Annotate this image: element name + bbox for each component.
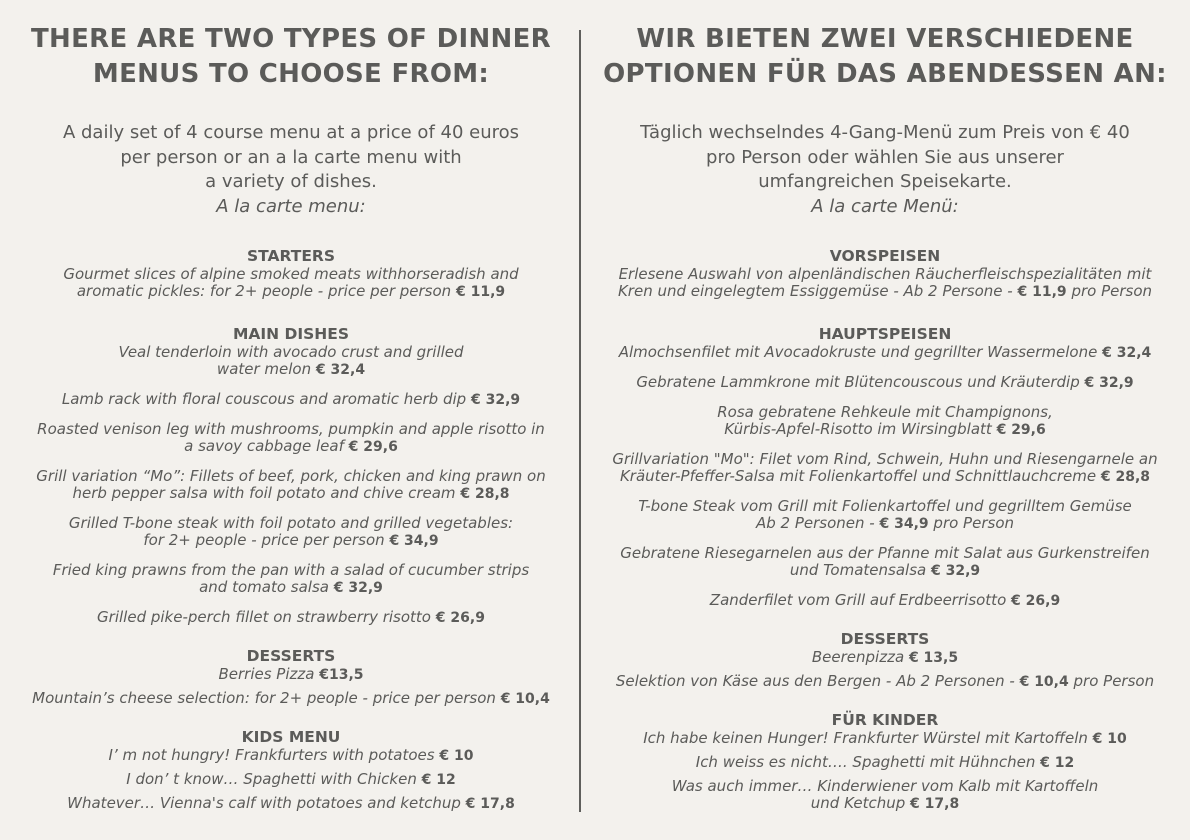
item-text: Veal tenderloin with avocado crust and grilled: [118, 342, 464, 361]
menu-item: [596, 778, 1174, 813]
intro-subtitle: A la carte Menü:: [811, 195, 959, 217]
item-price: € 29,6: [348, 438, 398, 455]
item-text: Gebratene Lammkrone mit Blütencouscous und Kräuterdip: [636, 372, 1080, 391]
item-price: € 28,8: [1100, 468, 1151, 485]
item-text: Ich weiss es nicht…. Spaghetti mit Hühnchen: [695, 752, 1036, 771]
section-title: FÜR KINDER: [831, 710, 939, 729]
column-divider: [579, 30, 581, 812]
menu-item: [12, 391, 570, 409]
menu-item: [596, 592, 1174, 610]
menu-item: [12, 771, 570, 789]
item-price: € 32,9: [931, 562, 981, 579]
item-price: € 10,4: [1019, 673, 1069, 690]
menu-item: [596, 498, 1174, 533]
item-text: Grillvariation "Mo": Filet vom Rind, Schwein, Huhn und Riesengarnele an: [612, 449, 1158, 468]
title-line: WIR BIETEN ZWEI VERSCHIEDENE: [636, 24, 1134, 54]
item-text: Almochsenfilet mit Avocadokruste und gegrillter Wassermelone: [618, 342, 1098, 361]
intro-line: a variety of dishes.: [205, 171, 377, 192]
menu-item: [596, 451, 1174, 486]
main-dishes-section: [596, 325, 1174, 610]
item-text: Grilled T-bone steak with foil potato and grilled vegetables:: [68, 513, 514, 532]
intro-line: A daily set of 4 course menu at a price of 40 euros: [62, 122, 520, 143]
menu-item: [596, 344, 1174, 362]
menu-item: [596, 545, 1174, 580]
intro-subtitle: A la carte menu:: [216, 195, 366, 217]
item-price: € 32,9: [470, 391, 521, 408]
section-title: MAIN DISHES: [232, 324, 350, 343]
menu-item: [12, 344, 570, 379]
item-price: € 17,8: [465, 795, 515, 812]
menu-item: [596, 730, 1174, 748]
item-text: Ab 2 Personen -: [755, 513, 875, 532]
item-text: a savoy cabbage leaf: [184, 436, 344, 455]
intro-text: [596, 121, 1174, 219]
item-text: Kren und eingelegtem Essiggemüse - Ab 2 Persone -: [617, 281, 1013, 300]
item-price: € 29,6: [996, 421, 1046, 438]
item-price: € 11,9: [455, 283, 506, 300]
item-price: € 26,9: [435, 609, 485, 626]
page-title-de: [596, 22, 1174, 92]
item-text: Gourmet slices of alpine smoked meats withhorseradish and: [63, 264, 519, 283]
item-price: € 32,4: [315, 361, 366, 378]
section-title: VORSPEISEN: [829, 246, 941, 265]
item-price: € 10: [439, 747, 474, 764]
desserts-section: [596, 630, 1174, 691]
item-price: € 11,9: [1017, 283, 1067, 300]
item-text: Rosa gebratene Rehkeule mit Champignons,: [717, 402, 1053, 421]
item-text: Gebratene Riesegarnelen aus der Pfanne mit Salat aus Gurkenstreifen: [620, 543, 1150, 562]
item-text: Erlesene Auswahl von alpenländischen Räucherfleischspezialitäten mit: [618, 264, 1152, 283]
item-text: Kräuter-Pfeffer-Salsa mit Folienkartoffel und Schnittlauchcreme: [619, 466, 1097, 485]
item-price: € 34,9: [389, 532, 439, 549]
item-text: water melon: [216, 359, 312, 378]
menu-item: [12, 468, 570, 503]
intro-line: pro Person oder wählen Sie aus unserer: [706, 146, 1064, 168]
menu-item: [12, 515, 570, 550]
intro-line: per person or an a la carte menu with: [120, 146, 462, 168]
item-text: T-bone Steak vom Grill mit Folienkartoffel und gegrilltem Gemüse: [638, 496, 1132, 515]
item-text: und Ketchup: [810, 793, 906, 812]
menu-item: [12, 266, 570, 301]
item-text: Beerenpizza: [811, 647, 905, 666]
item-price: € 12: [421, 771, 456, 788]
starters-section: [596, 247, 1174, 301]
section-title: HAUPTSPEISEN: [818, 324, 952, 343]
section-title: KIDS MENU: [241, 727, 341, 746]
item-price: € 13,5: [908, 649, 959, 666]
item-text: pro Person: [1066, 281, 1153, 300]
section-title: DESSERTS: [840, 629, 930, 648]
item-price: €13,5: [319, 666, 364, 683]
menu-item: [596, 266, 1174, 301]
item-text: Lamb rack with floral couscous and aromatic herb dip: [61, 389, 467, 408]
item-text: Whatever… Vienna's calf with potatoes and ketchup: [67, 793, 461, 812]
item-price: € 32,9: [1084, 374, 1134, 391]
item-price: € 26,9: [1011, 592, 1061, 609]
kids-menu-section: [596, 711, 1174, 813]
item-text: und Tomatensalsa: [789, 560, 927, 579]
menu-item: [12, 609, 570, 627]
item-text: I’ m not hungry! Frankfurters with potatoes: [108, 745, 435, 764]
item-text: Berries Pizza: [218, 664, 315, 683]
item-price: € 10,4: [500, 690, 550, 707]
kids-menu-section: [12, 728, 570, 813]
menu-item: [12, 690, 570, 708]
menu-item: [596, 673, 1174, 691]
item-text: and tomato salsa: [199, 577, 329, 596]
menu-item: [596, 404, 1174, 439]
desserts-section: [12, 647, 570, 708]
item-text: for 2+ people - price per person: [143, 530, 385, 549]
item-price: € 12: [1040, 754, 1075, 771]
title-line: MENUS TO CHOOSE FROM:: [92, 59, 490, 89]
starters-section: [12, 247, 570, 301]
intro-text: [12, 121, 570, 219]
item-price: € 34,9: [879, 515, 929, 532]
title-line: THERE ARE TWO TYPES OF DINNER: [31, 24, 551, 54]
menu-item: [12, 666, 570, 684]
menu-item: [596, 649, 1174, 667]
item-price: € 32,9: [333, 579, 383, 596]
menu-item: [596, 754, 1174, 772]
item-text: Grill variation “Mo”: Fillets of beef, pork, chicken and king prawn on: [36, 466, 546, 485]
item-text: Was auch immer… Kinderwiener vom Kalb mit Kartoffeln: [671, 776, 1099, 795]
item-text: Mountain’s cheese selection: for 2+ people - price per person: [32, 688, 496, 707]
section-title: STARTERS: [246, 246, 336, 265]
item-text: pro Person: [928, 513, 1014, 532]
item-text: Fried king prawns from the pan with a salad of cucumber strips: [52, 560, 530, 579]
menu-item: [12, 795, 570, 813]
english-menu-column: [12, 0, 570, 813]
page-title-en: [12, 22, 570, 92]
main-dishes-section: [12, 325, 570, 627]
item-text: aromatic pickles: for 2+ people - price per person: [76, 281, 452, 300]
menu-item: [12, 747, 570, 765]
item-price: € 32,4: [1102, 344, 1152, 361]
item-text: Roasted venison leg with mushrooms, pumpkin and apple risotto in: [37, 419, 545, 438]
item-price: € 10: [1092, 730, 1127, 747]
item-text: Grilled pike-perch fillet on strawberry risotto: [97, 607, 431, 626]
menu-item: [12, 562, 570, 597]
item-text: Selektion von Käse aus den Bergen - Ab 2 Personen -: [615, 671, 1015, 690]
item-text: I don’ t know… Spaghetti with Chicken: [126, 769, 417, 788]
item-text: herb pepper salsa with foil potato and chive cream: [72, 483, 456, 502]
item-text: Ich habe keinen Hunger! Frankfurter Würstel mit Kartoffeln: [643, 728, 1088, 747]
section-title: DESSERTS: [246, 646, 336, 665]
menu-item: [596, 374, 1174, 392]
menu-item: [12, 421, 570, 456]
title-line: OPTIONEN FÜR DAS ABENDESSEN AN:: [603, 59, 1167, 89]
item-text: Zanderfilet vom Grill auf Erdbeerrisotto: [709, 590, 1007, 609]
item-price: € 17,8: [910, 795, 960, 812]
item-price: € 28,8: [460, 485, 510, 502]
intro-line: umfangreichen Speisekarte.: [758, 171, 1012, 192]
intro-line: Täglich wechselndes 4-Gang-Menü zum Preis von € 40: [640, 122, 1130, 143]
item-text: Kürbis-Apfel-Risotto im Wirsingblatt: [724, 419, 992, 438]
item-text: pro Person: [1068, 671, 1155, 690]
german-menu-column: [596, 0, 1174, 813]
